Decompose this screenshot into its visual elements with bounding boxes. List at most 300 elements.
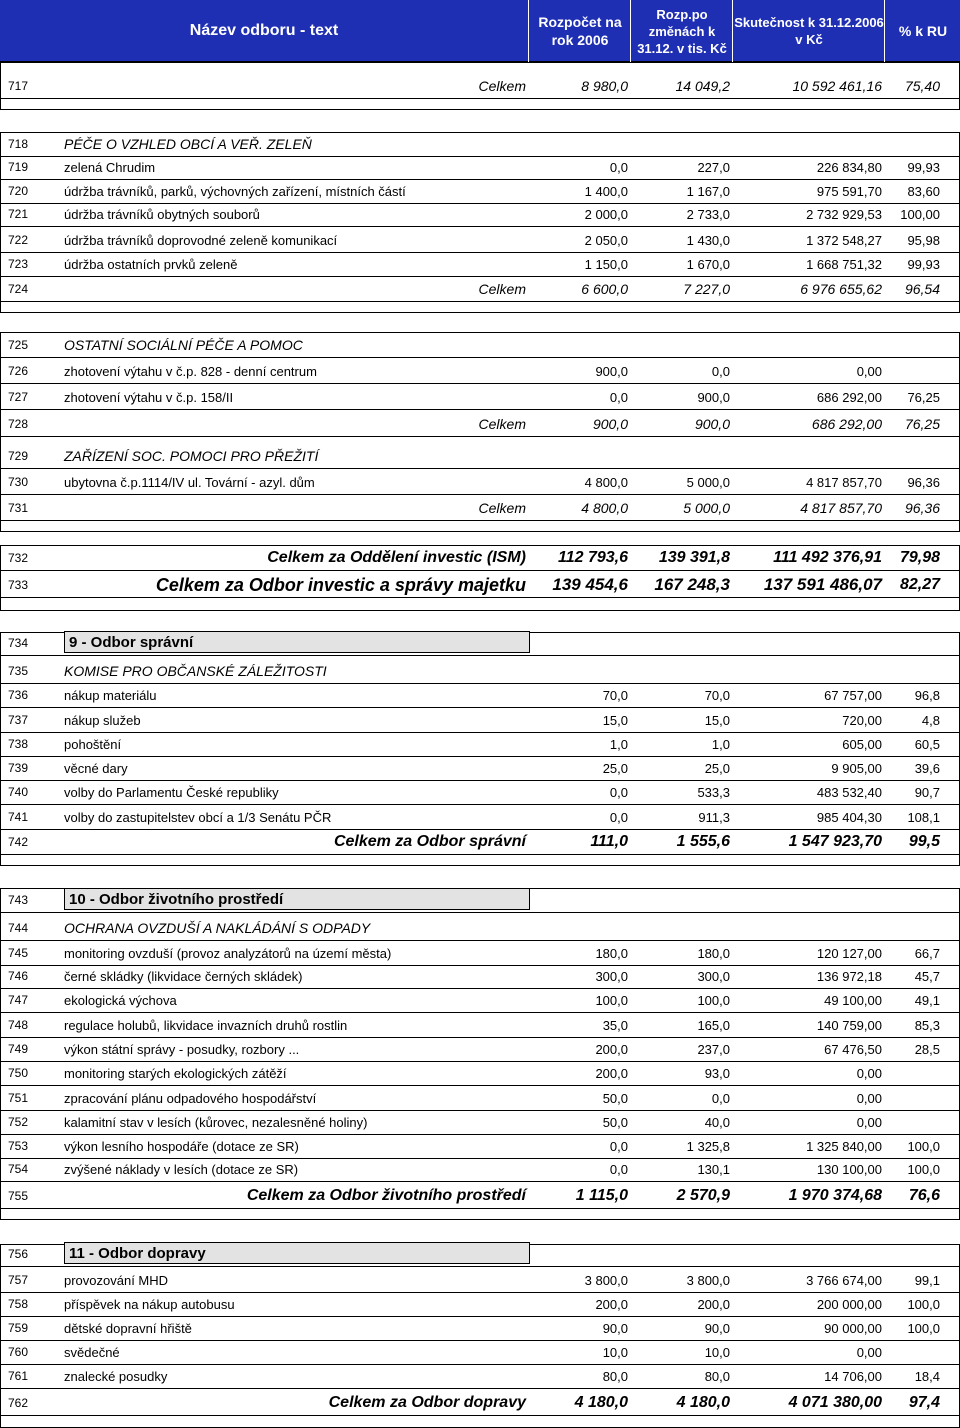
row-label: zhotovení výtahu v č.p. 158/II xyxy=(64,389,234,405)
block-border-top xyxy=(0,62,960,63)
row-budget xyxy=(528,1242,630,1266)
row-number: 718 xyxy=(8,137,29,151)
row-budget: 900,0 xyxy=(592,416,628,432)
row-budget xyxy=(528,132,630,156)
row-pct: 49,1 xyxy=(914,992,940,1008)
row-pct: 96,8 xyxy=(914,687,940,703)
row-actual: 975 591,70 xyxy=(816,183,882,199)
table-row xyxy=(0,359,960,383)
table-row xyxy=(0,888,960,912)
row-budget: 4 180,0 xyxy=(574,1394,628,1411)
row-pct: 100,0 xyxy=(907,1296,940,1312)
row-number: 740 xyxy=(8,785,29,799)
row-number: 731 xyxy=(8,501,29,515)
row-number: 736 xyxy=(8,688,29,702)
table-row xyxy=(0,805,960,829)
table-row xyxy=(0,1268,960,1292)
row-actual: 49 100,00 xyxy=(824,992,882,1008)
row-label: Celkem za Odbor dopravy xyxy=(328,1394,526,1411)
row-label: zhotovení výtahu v č.p. 828 - denní centrum xyxy=(64,363,317,379)
row-separator xyxy=(0,436,960,437)
row-label: zpracování plánu odpadového hospodářství xyxy=(64,1090,317,1106)
row-number: 760 xyxy=(8,1345,29,1359)
table-row xyxy=(0,546,960,570)
row-actual: 111 492 376,91 xyxy=(773,549,882,566)
row-separator xyxy=(0,409,960,410)
row-budget: 0,0 xyxy=(609,159,628,175)
header-pct: % k RU xyxy=(884,0,960,62)
row-label: 10 - Odbor životního prostředí xyxy=(64,888,530,910)
table-row xyxy=(0,780,960,804)
row-pct: 28,5 xyxy=(914,1041,940,1057)
row-pct xyxy=(884,333,960,357)
row-actual: 1 668 751,32 xyxy=(806,256,882,272)
row-changes: 1 430,0 xyxy=(686,232,730,248)
table-row xyxy=(0,277,960,301)
row-number: 723 xyxy=(8,257,29,271)
row-number: 750 xyxy=(8,1066,29,1080)
row-changes xyxy=(630,444,732,468)
row-separator xyxy=(0,912,960,913)
row-actual xyxy=(732,659,884,683)
row-pct: 108,1 xyxy=(907,809,940,825)
row-budget xyxy=(528,888,630,912)
row-budget: 4 800,0 xyxy=(584,474,628,490)
row-changes: 900,0 xyxy=(697,389,730,405)
row-changes: 2 733,0 xyxy=(686,206,730,222)
table-row xyxy=(0,1292,960,1316)
row-separator xyxy=(0,854,960,855)
row-budget: 0,0 xyxy=(609,389,628,405)
table-row xyxy=(0,830,960,854)
row-label: Celkem xyxy=(478,500,526,516)
row-changes: 4 180,0 xyxy=(676,1394,730,1411)
row-pct xyxy=(884,132,960,156)
row-pct: 4,8 xyxy=(921,712,940,728)
row-budget: 0,0 xyxy=(609,1161,628,1177)
row-changes: 130,1 xyxy=(697,1161,730,1177)
row-pct: 100,0 xyxy=(907,1161,940,1177)
table-row xyxy=(0,1242,960,1266)
row-label: PÉČE O VZHLED OBCÍ A VEŘ. ZELEŇ xyxy=(64,136,312,152)
row-budget: 111,0 xyxy=(590,833,628,850)
row-number: 758 xyxy=(8,1297,29,1311)
row-changes: 200,0 xyxy=(697,1296,730,1312)
row-label: údržba trávníků doprovodné zeleně komunikací xyxy=(64,232,338,248)
row-actual: 1 970 374,68 xyxy=(788,1187,882,1204)
row-actual: 0,00 xyxy=(856,363,882,379)
table-row xyxy=(0,756,960,780)
row-separator xyxy=(0,468,960,469)
row-changes: 5 000,0 xyxy=(683,500,730,516)
row-separator xyxy=(0,1415,960,1416)
row-separator xyxy=(0,1388,960,1389)
row-actual xyxy=(732,1242,884,1266)
row-budget: 1 400,0 xyxy=(584,183,628,199)
row-number: 721 xyxy=(8,207,29,221)
table-row xyxy=(0,683,960,707)
row-budget: 25,0 xyxy=(602,760,628,776)
row-changes: 90,0 xyxy=(704,1320,730,1336)
row-actual: 4 071 380,00 xyxy=(788,1394,882,1411)
row-number: 756 xyxy=(8,1247,29,1261)
row-separator xyxy=(0,1266,960,1267)
table-row xyxy=(0,1061,960,1085)
table-row xyxy=(0,659,960,683)
row-budget: 6 600,0 xyxy=(581,281,628,297)
row-budget: 1,0 xyxy=(609,736,628,752)
table-row xyxy=(0,202,960,226)
row-label: nákup materiálu xyxy=(64,687,157,703)
row-changes: 14 049,2 xyxy=(675,78,730,94)
row-label: údržba trávníků obytných souborů xyxy=(64,206,260,222)
row-number: 747 xyxy=(8,993,29,1007)
table-row xyxy=(0,631,960,655)
row-actual: 10 592 461,16 xyxy=(792,78,882,94)
row-separator xyxy=(0,301,960,302)
row-pct xyxy=(884,659,960,683)
table-row xyxy=(0,1013,960,1037)
table-row xyxy=(0,1340,960,1364)
row-number: 732 xyxy=(8,551,29,565)
row-changes: 15,0 xyxy=(704,712,730,728)
row-changes: 3 800,0 xyxy=(686,1272,730,1288)
row-pct xyxy=(884,1061,960,1085)
table-row xyxy=(0,385,960,409)
row-number: 733 xyxy=(8,578,29,592)
row-budget: 0,0 xyxy=(609,784,628,800)
row-label: zvýšené náklady v lesích (dotace ze SR) xyxy=(64,1161,299,1177)
row-pct: 99,93 xyxy=(907,256,940,272)
row-budget: 0,0 xyxy=(609,809,628,825)
row-number: 729 xyxy=(8,449,29,463)
row-budget: 200,0 xyxy=(595,1041,628,1057)
row-pct xyxy=(884,888,960,912)
row-pct: 99,5 xyxy=(908,833,940,850)
table-row xyxy=(0,916,960,940)
header-name: Název odboru - text xyxy=(189,22,339,39)
row-pct: 18,4 xyxy=(914,1368,940,1384)
row-budget: 80,0 xyxy=(602,1368,628,1384)
row-changes: 167 248,3 xyxy=(654,575,730,594)
row-label: regulace holubů, likvidace invazních druhů rostlin xyxy=(64,1017,348,1033)
block-border-bottom xyxy=(0,312,960,313)
row-pct: 90,7 xyxy=(914,784,940,800)
row-pct: 100,0 xyxy=(907,1138,940,1154)
row-pct xyxy=(884,1086,960,1110)
row-number: 746 xyxy=(8,969,29,983)
row-number: 735 xyxy=(8,664,29,678)
row-changes xyxy=(630,659,732,683)
row-budget: 0,0 xyxy=(609,1138,628,1154)
row-actual: 9 905,00 xyxy=(831,760,882,776)
row-pct: 99,93 xyxy=(907,159,940,175)
row-budget: 2 000,0 xyxy=(584,206,628,222)
row-pct: 100,00 xyxy=(900,206,940,222)
row-budget: 8 980,0 xyxy=(581,78,628,94)
row-label: 11 - Odbor dopravy xyxy=(64,1242,530,1264)
row-actual xyxy=(732,888,884,912)
row-number: 728 xyxy=(8,417,29,431)
row-pct xyxy=(884,631,960,655)
row-actual: 4 817 857,70 xyxy=(800,500,882,516)
row-changes: 1 555,6 xyxy=(676,833,730,850)
row-changes xyxy=(630,888,732,912)
row-number: 749 xyxy=(8,1042,29,1056)
row-changes: 40,0 xyxy=(704,1114,730,1130)
row-budget: 50,0 xyxy=(602,1090,628,1106)
row-budget: 200,0 xyxy=(595,1296,628,1312)
table-row xyxy=(0,1157,960,1181)
row-number: 734 xyxy=(8,636,29,650)
row-number: 759 xyxy=(8,1321,29,1335)
table-row xyxy=(0,708,960,732)
row-changes: 0,0 xyxy=(711,1090,730,1106)
row-actual: 140 759,00 xyxy=(816,1017,882,1033)
row-actual: 6 976 655,62 xyxy=(800,281,882,297)
row-budget: 139 454,6 xyxy=(552,575,628,594)
row-pct: 45,7 xyxy=(914,968,940,984)
block-border-bottom xyxy=(0,109,960,110)
row-label: nákup služeb xyxy=(64,712,141,728)
row-actual xyxy=(732,631,884,655)
row-changes xyxy=(630,631,732,655)
row-budget: 100,0 xyxy=(595,992,628,1008)
row-label: zelená Chrudim xyxy=(64,159,156,175)
row-separator xyxy=(0,570,960,571)
header-budget: Rozpočet na rok 2006 xyxy=(528,0,631,62)
table-row xyxy=(0,155,960,179)
row-label: ubytovna č.p.1114/IV ul. Tovární - azyl. dům xyxy=(64,474,315,490)
row-budget: 1 115,0 xyxy=(575,1187,628,1204)
row-actual: 67 476,50 xyxy=(824,1041,882,1057)
row-pct: 97,4 xyxy=(908,1394,940,1411)
row-number: 739 xyxy=(8,761,29,775)
row-pct: 66,7 xyxy=(914,945,940,961)
row-changes: 5 000,0 xyxy=(686,474,730,490)
row-number: 757 xyxy=(8,1273,29,1287)
row-pct: 85,3 xyxy=(914,1017,940,1033)
row-changes: 900,0 xyxy=(694,416,730,432)
row-pct xyxy=(884,1242,960,1266)
row-budget: 180,0 xyxy=(595,945,628,961)
row-budget xyxy=(528,333,630,357)
row-actual: 720,00 xyxy=(842,712,882,728)
row-label: volby do zastupitelstev obcí a 1/3 Senátu PČR xyxy=(64,809,332,825)
row-separator xyxy=(0,597,960,598)
row-budget: 10,0 xyxy=(602,1344,628,1360)
row-number: 725 xyxy=(8,338,29,352)
row-label: kalamitní stav v lesích (kůrovec, nezalesněné holiny) xyxy=(64,1114,368,1130)
row-label: KOMISE PRO OBČANSKÉ ZÁLEŽITOSTI xyxy=(64,663,327,679)
row-actual xyxy=(732,916,884,940)
row-number: 752 xyxy=(8,1115,29,1129)
table-row xyxy=(0,412,960,436)
row-pct: 82,27 xyxy=(899,576,940,593)
table-row xyxy=(0,1086,960,1110)
row-separator xyxy=(0,1208,960,1209)
row-number: 741 xyxy=(8,810,29,824)
row-actual: 67 757,00 xyxy=(824,687,882,703)
row-changes: 227,0 xyxy=(697,159,730,175)
row-number: 753 xyxy=(8,1139,29,1153)
row-label: monitoring ovzduší (provoz analyzátorů na území města) xyxy=(64,945,392,961)
row-changes: 300,0 xyxy=(697,968,730,984)
row-changes: 1,0 xyxy=(711,736,730,752)
row-changes: 100,0 xyxy=(697,992,730,1008)
row-changes: 1 167,0 xyxy=(686,183,730,199)
row-changes: 139 391,8 xyxy=(658,549,730,566)
table-row xyxy=(0,1184,960,1208)
row-budget xyxy=(528,444,630,468)
row-budget xyxy=(528,916,630,940)
row-number: 717 xyxy=(8,79,29,93)
row-pct: 96,36 xyxy=(907,474,940,490)
header-actual: Skutečnost k 31.12.2006 v Kč xyxy=(732,0,885,62)
row-pct: 79,98 xyxy=(899,549,940,566)
row-number: 744 xyxy=(8,921,29,935)
row-label: pohoštění xyxy=(64,736,122,752)
row-actual: 605,00 xyxy=(842,736,882,752)
table-row xyxy=(0,988,960,1012)
table-row xyxy=(0,333,960,357)
row-actual: 1 325 840,00 xyxy=(806,1138,882,1154)
row-changes: 180,0 xyxy=(697,945,730,961)
row-pct: 76,6 xyxy=(908,1187,940,1204)
table-row xyxy=(0,496,960,520)
row-number: 727 xyxy=(8,390,29,404)
row-budget: 35,0 xyxy=(602,1017,628,1033)
row-budget: 3 800,0 xyxy=(584,1272,628,1288)
row-actual: 200 000,00 xyxy=(816,1296,882,1312)
row-label: Celkem za Oddělení investic (ISM) xyxy=(267,549,526,566)
row-actual: 14 706,00 xyxy=(824,1368,882,1384)
row-actual: 226 834,80 xyxy=(816,159,882,175)
row-changes: 911,3 xyxy=(698,809,730,825)
row-label: Celkem za Odbor životního prostředí xyxy=(246,1187,526,1204)
row-pct: 99,1 xyxy=(914,1272,940,1288)
row-pct: 75,40 xyxy=(904,78,940,94)
table-row xyxy=(0,1316,960,1340)
table-row xyxy=(0,573,960,597)
row-changes: 1 670,0 xyxy=(686,256,730,272)
table-row xyxy=(0,1134,960,1158)
row-budget: 1 150,0 xyxy=(584,256,628,272)
row-changes: 533,3 xyxy=(697,784,730,800)
row-actual: 90 000,00 xyxy=(824,1320,882,1336)
row-separator xyxy=(0,1181,960,1182)
row-changes: 70,0 xyxy=(704,687,730,703)
row-budget: 200,0 xyxy=(595,1065,628,1081)
row-pct: 60,5 xyxy=(914,736,940,752)
table-row xyxy=(0,228,960,252)
row-separator xyxy=(0,494,960,495)
row-pct xyxy=(884,1110,960,1134)
table-row xyxy=(0,1037,960,1061)
row-number: 719 xyxy=(8,160,29,174)
row-budget: 900,0 xyxy=(595,363,628,379)
row-pct xyxy=(884,1340,960,1364)
row-number: 754 xyxy=(8,1162,29,1176)
row-budget: 4 800,0 xyxy=(581,500,628,516)
row-label: dětské dopravní hřiště xyxy=(64,1320,192,1336)
row-pct: 39,6 xyxy=(914,760,940,776)
table-row xyxy=(0,74,960,98)
row-pct xyxy=(884,916,960,940)
row-budget: 90,0 xyxy=(602,1320,628,1336)
row-actual: 0,00 xyxy=(856,1344,882,1360)
table-row xyxy=(0,1110,960,1134)
row-label: Celkem za Odbor správní xyxy=(333,833,526,850)
row-separator xyxy=(0,655,960,656)
row-pct: 96,36 xyxy=(904,500,940,516)
row-budget: 112 793,6 xyxy=(558,549,628,566)
row-number: 722 xyxy=(8,233,29,247)
row-actual: 0,00 xyxy=(856,1114,882,1130)
row-label: černé skládky (likvidace černých skládek) xyxy=(64,968,303,984)
row-number: 742 xyxy=(8,835,29,849)
row-pct: 96,54 xyxy=(904,281,940,297)
table-row xyxy=(0,964,960,988)
row-changes: 237,0 xyxy=(697,1041,730,1057)
row-label: monitoring starých ekologických zátěží xyxy=(64,1065,287,1081)
row-pct: 100,0 xyxy=(907,1320,940,1336)
row-separator xyxy=(0,226,960,227)
row-actual: 0,00 xyxy=(856,1065,882,1081)
row-label: Celkem xyxy=(478,281,526,297)
table-row xyxy=(0,732,960,756)
row-label: OSTATNÍ SOCIÁLNÍ PÉČE A POMOC xyxy=(64,337,303,353)
table-row xyxy=(0,470,960,494)
row-number: 755 xyxy=(8,1189,29,1203)
row-pct: 76,25 xyxy=(907,389,940,405)
table-row xyxy=(0,179,960,203)
row-actual: 686 292,00 xyxy=(811,416,882,432)
row-actual xyxy=(732,333,884,357)
row-changes: 7 227,0 xyxy=(683,281,730,297)
row-number: 748 xyxy=(8,1018,29,1032)
row-actual: 130 100,00 xyxy=(816,1161,882,1177)
row-budget xyxy=(528,631,630,655)
row-separator xyxy=(0,357,960,358)
header-changes: Rozp.po změnách k 31.12. v tis. Kč xyxy=(630,0,733,62)
row-changes xyxy=(630,1242,732,1266)
row-changes: 80,0 xyxy=(704,1368,730,1384)
block-border-bottom xyxy=(0,610,960,611)
row-label: věcné dary xyxy=(64,760,128,776)
row-number: 737 xyxy=(8,713,29,727)
table-row xyxy=(0,1391,960,1415)
row-label: výkon lesního hospodáře (dotace ze SR) xyxy=(64,1138,299,1154)
row-changes: 93,0 xyxy=(704,1065,730,1081)
row-number: 743 xyxy=(8,893,29,907)
row-actual: 1 372 548,27 xyxy=(806,232,882,248)
row-label: OCHRANA OVZDUŠÍ A NAKLÁDÁNÍ S ODPADY xyxy=(64,920,371,936)
table-row xyxy=(0,132,960,156)
table-row xyxy=(0,444,960,468)
table-row xyxy=(0,252,960,276)
row-actual xyxy=(732,132,884,156)
row-budget xyxy=(528,659,630,683)
row-label: údržba trávníků, parků, výchovných zařízení, místních částí xyxy=(64,183,406,199)
row-pct: 83,60 xyxy=(907,183,940,199)
row-changes xyxy=(630,333,732,357)
row-changes: 10,0 xyxy=(704,1344,730,1360)
row-actual: 1 547 923,70 xyxy=(788,833,882,850)
row-budget: 70,0 xyxy=(602,687,628,703)
row-changes xyxy=(630,132,732,156)
row-separator xyxy=(0,98,960,99)
